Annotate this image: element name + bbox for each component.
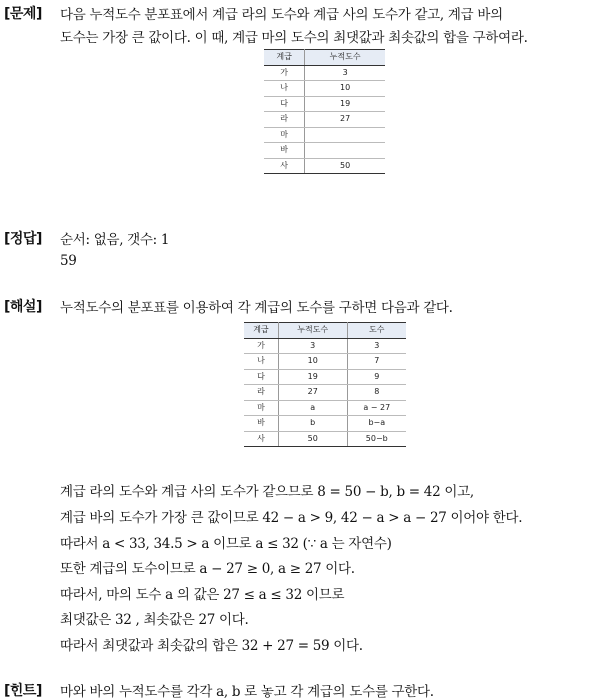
table-cell: b — [278, 416, 347, 432]
table-row — [244, 369, 406, 385]
solution-line-2: 계급 바의 도수가 가장 큰 값이므로 42 − a > 9, 42 − a > a − 27 이어야 한다. — [60, 510, 523, 526]
table-cell: 50 — [278, 431, 347, 447]
table-row — [244, 354, 406, 370]
table-cell: 가 — [264, 65, 305, 81]
table-cell: 50−b — [347, 431, 406, 447]
table-cell: 바 — [244, 416, 278, 432]
table-cell: 27 — [278, 385, 347, 401]
solution-intro: 누적도수의 분포표를 이용하여 각 계급의 도수를 구하면 다음과 같다. — [60, 300, 453, 316]
header-class: 계급 — [244, 323, 278, 339]
table-row — [264, 127, 385, 143]
table-row — [264, 65, 385, 81]
header-frequency: 도수 — [347, 323, 406, 339]
solution-line-6: 최댓값은 32 , 최솟값은 27 이다. — [60, 612, 249, 628]
table-row — [264, 158, 385, 174]
problem-line-2: 도수는 가장 큰 값이다. 이 때, 계급 마의 도수의 최댓값과 최솟값의 합을 구하여라. — [60, 30, 528, 46]
table-cell: 가 — [244, 338, 278, 354]
hint-tag: [힌트] — [4, 683, 42, 699]
table-row — [264, 112, 385, 128]
table-cell: 19 — [305, 96, 385, 112]
table-row — [244, 431, 406, 447]
table-cell: 27 — [305, 112, 385, 128]
table-cell: 3 — [347, 338, 406, 354]
table-row — [244, 338, 406, 354]
table-row — [244, 385, 406, 401]
table-cell: 다 — [264, 96, 305, 112]
table-cell: 3 — [278, 338, 347, 354]
problem-line-1: 다음 누적도수 분포표에서 계급 라의 도수와 계급 사의 도수가 같고, 계급 바의 — [60, 7, 503, 23]
table-cell: 8 — [347, 385, 406, 401]
table-cell: 사 — [244, 431, 278, 447]
table-cell: a — [278, 400, 347, 416]
table-cell: 마 — [244, 400, 278, 416]
table-cell: 마 — [264, 127, 305, 143]
table-cell: 9 — [347, 369, 406, 385]
table-cell: 사 — [264, 158, 305, 174]
table-row — [244, 416, 406, 432]
header-cumulative: 누적도수 — [278, 323, 347, 339]
answer-line-1: 순서: 없음, 갯수: 1 — [60, 232, 170, 248]
table-cell: 19 — [278, 369, 347, 385]
solution-line-7: 따라서 최댓값과 최솟값의 합은 32 + 27 = 59 이다. — [60, 638, 363, 654]
answer-value: 59 — [60, 253, 77, 269]
table-cell: a − 27 — [347, 400, 406, 416]
header-class: 계급 — [264, 50, 305, 66]
table-cell: 라 — [244, 385, 278, 401]
answer-tag: [정답] — [4, 231, 42, 247]
hint-text: 마와 바의 누적도수를 각각 a, b 로 놓고 각 계급의 도수를 구한다. — [60, 684, 434, 700]
table-cell — [305, 143, 385, 159]
table-cell: 10 — [278, 354, 347, 370]
solution-line-4: 또한 계급의 도수이므로 a − 27 ≥ 0, a ≥ 27 이다. — [60, 561, 355, 577]
table-row — [264, 96, 385, 112]
solution-tag: [해설] — [4, 299, 42, 315]
table-cell: 다 — [244, 369, 278, 385]
table-cell: 50 — [305, 158, 385, 174]
table-row — [264, 143, 385, 159]
table-cell: 7 — [347, 354, 406, 370]
table-cell — [305, 127, 385, 143]
frequency-table — [244, 322, 406, 447]
table-row — [244, 400, 406, 416]
table-cell: 나 — [244, 354, 278, 370]
table-cell: b−a — [347, 416, 406, 432]
table-cell: 라 — [264, 112, 305, 128]
table-header-row — [244, 323, 406, 339]
solution-line-1: 계급 라의 도수와 계급 사의 도수가 같으므로 8 = 50 − b, b = 42 이고, — [60, 484, 474, 500]
solution-line-3: 따라서 a < 33, 34.5 > a 이므로 a ≤ 32 (∵ a 는 자연수) — [60, 536, 392, 552]
table-header-row — [264, 50, 385, 66]
table-cell: 3 — [305, 65, 385, 81]
table-cell: 바 — [264, 143, 305, 159]
solution-line-5: 따라서, 마의 도수 a 의 값은 27 ≤ a ≤ 32 이므로 — [60, 587, 345, 603]
problem-tag: [문제] — [4, 6, 42, 22]
table-cell: 나 — [264, 81, 305, 97]
cumulative-frequency-table — [264, 49, 385, 174]
table-row — [264, 81, 385, 97]
table-cell: 10 — [305, 81, 385, 97]
header-cumulative: 누적도수 — [305, 50, 385, 66]
